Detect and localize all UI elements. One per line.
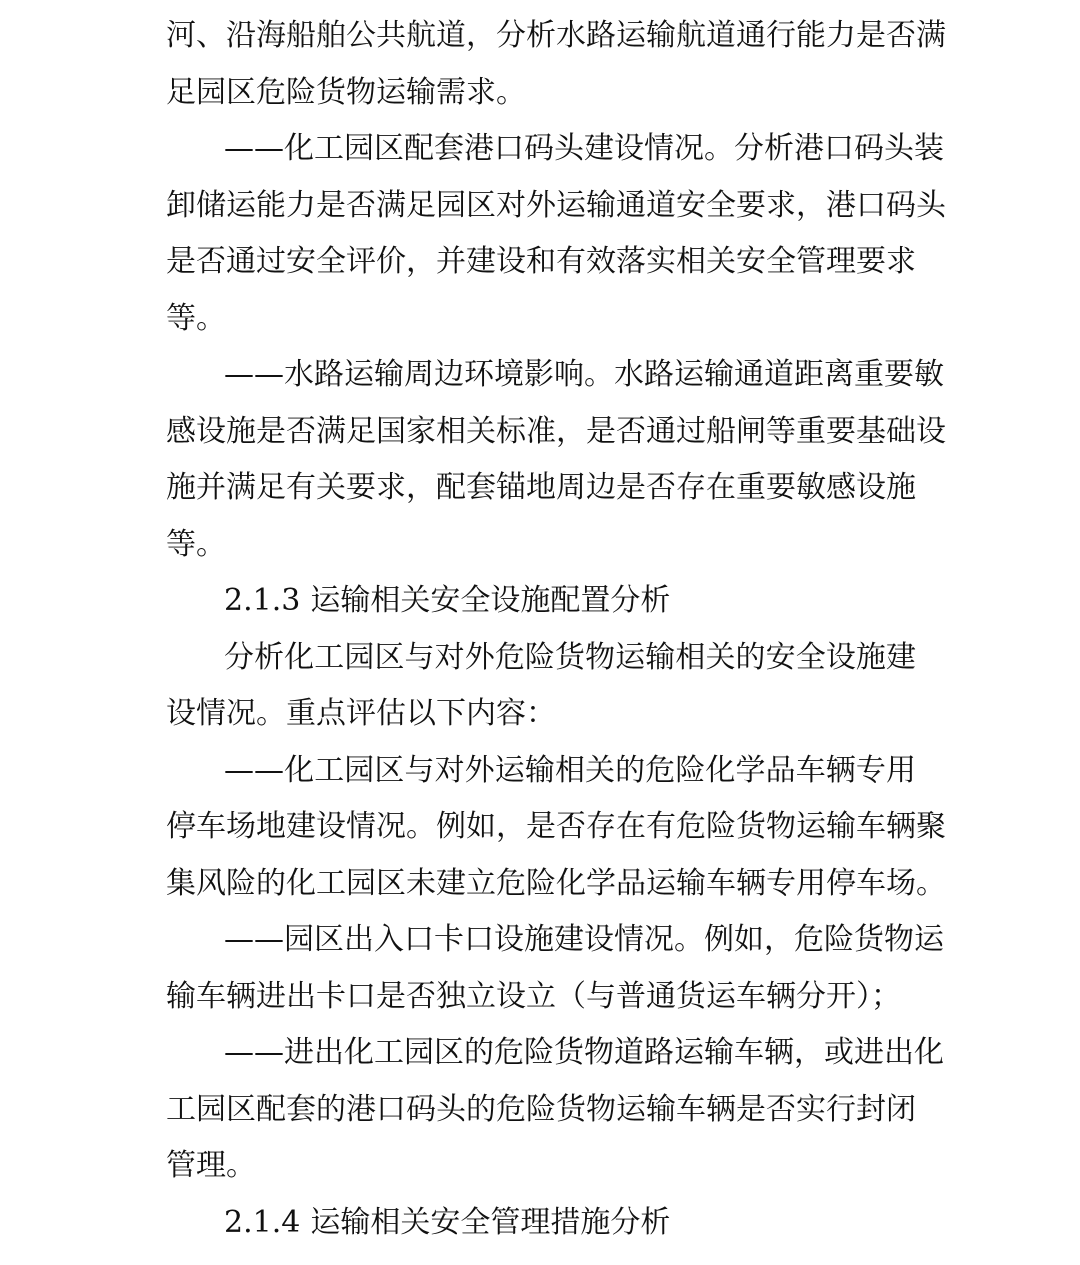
text-line: ——进出化工园区的危险货物道路运输车辆，或进出化 [224, 1035, 944, 1070]
text-line: 分析化工园区与对外危险货物运输相关的安全设施建 [224, 640, 916, 675]
text-line: 感设施是否满足国家相关标准，是否通过船闸等重要基础设 [166, 414, 946, 449]
text-line: ——化工园区与对外运输相关的危险化学品车辆专用 [224, 753, 916, 788]
section-number: 2.1.4 [224, 1205, 301, 1240]
section-title: 运输相关安全设施配置分析 [310, 583, 671, 618]
text-line: 集风险的化工园区未建立危险化学品运输车辆专用停车场。 [166, 866, 946, 901]
text-line: 足园区危险货物运输需求。 [166, 75, 526, 110]
text-line: 输车辆进出卡口是否独立设立（与普通货运车辆分开）； [166, 979, 901, 1014]
text-line: 停车场地建设情况。例如，是否存在有危险货物运输车辆聚 [166, 809, 946, 844]
text-line: 管理。 [166, 1148, 256, 1183]
section-number: 2.1.3 [224, 583, 301, 618]
section-heading [224, 581, 670, 621]
text-line: ——化工园区配套港口码头建设情况。分析港口码头装 [224, 131, 944, 166]
text-line: 等。 [166, 301, 226, 336]
text-line: 卸储运能力是否满足园区对外运输通道安全要求，港口码头 [166, 188, 946, 223]
text-line: 设情况。重点评估以下内容： [166, 696, 556, 731]
section-heading [224, 1203, 670, 1243]
text-line: 工园区配套的港口码头的危险货物运输车辆是否实行封闭 [166, 1092, 916, 1127]
text-line: 施并满足有关要求，配套锚地周边是否存在重要敏感设施 [166, 470, 916, 505]
text-line: 是否通过安全评价，并建设和有效落实相关安全管理要求 [166, 244, 916, 279]
text-line: ——水路运输周边环境影响。水路运输通道距离重要敏 [224, 357, 944, 392]
text-line: 等。 [166, 527, 226, 562]
section-title: 运输相关安全管理措施分析 [310, 1205, 671, 1240]
text-line: ——园区出入口卡口设施建设情况。例如，危险货物运 [224, 922, 944, 957]
text-line: 河、沿海船舶公共航道，分析水路运输航道通行能力是否满 [166, 18, 946, 53]
